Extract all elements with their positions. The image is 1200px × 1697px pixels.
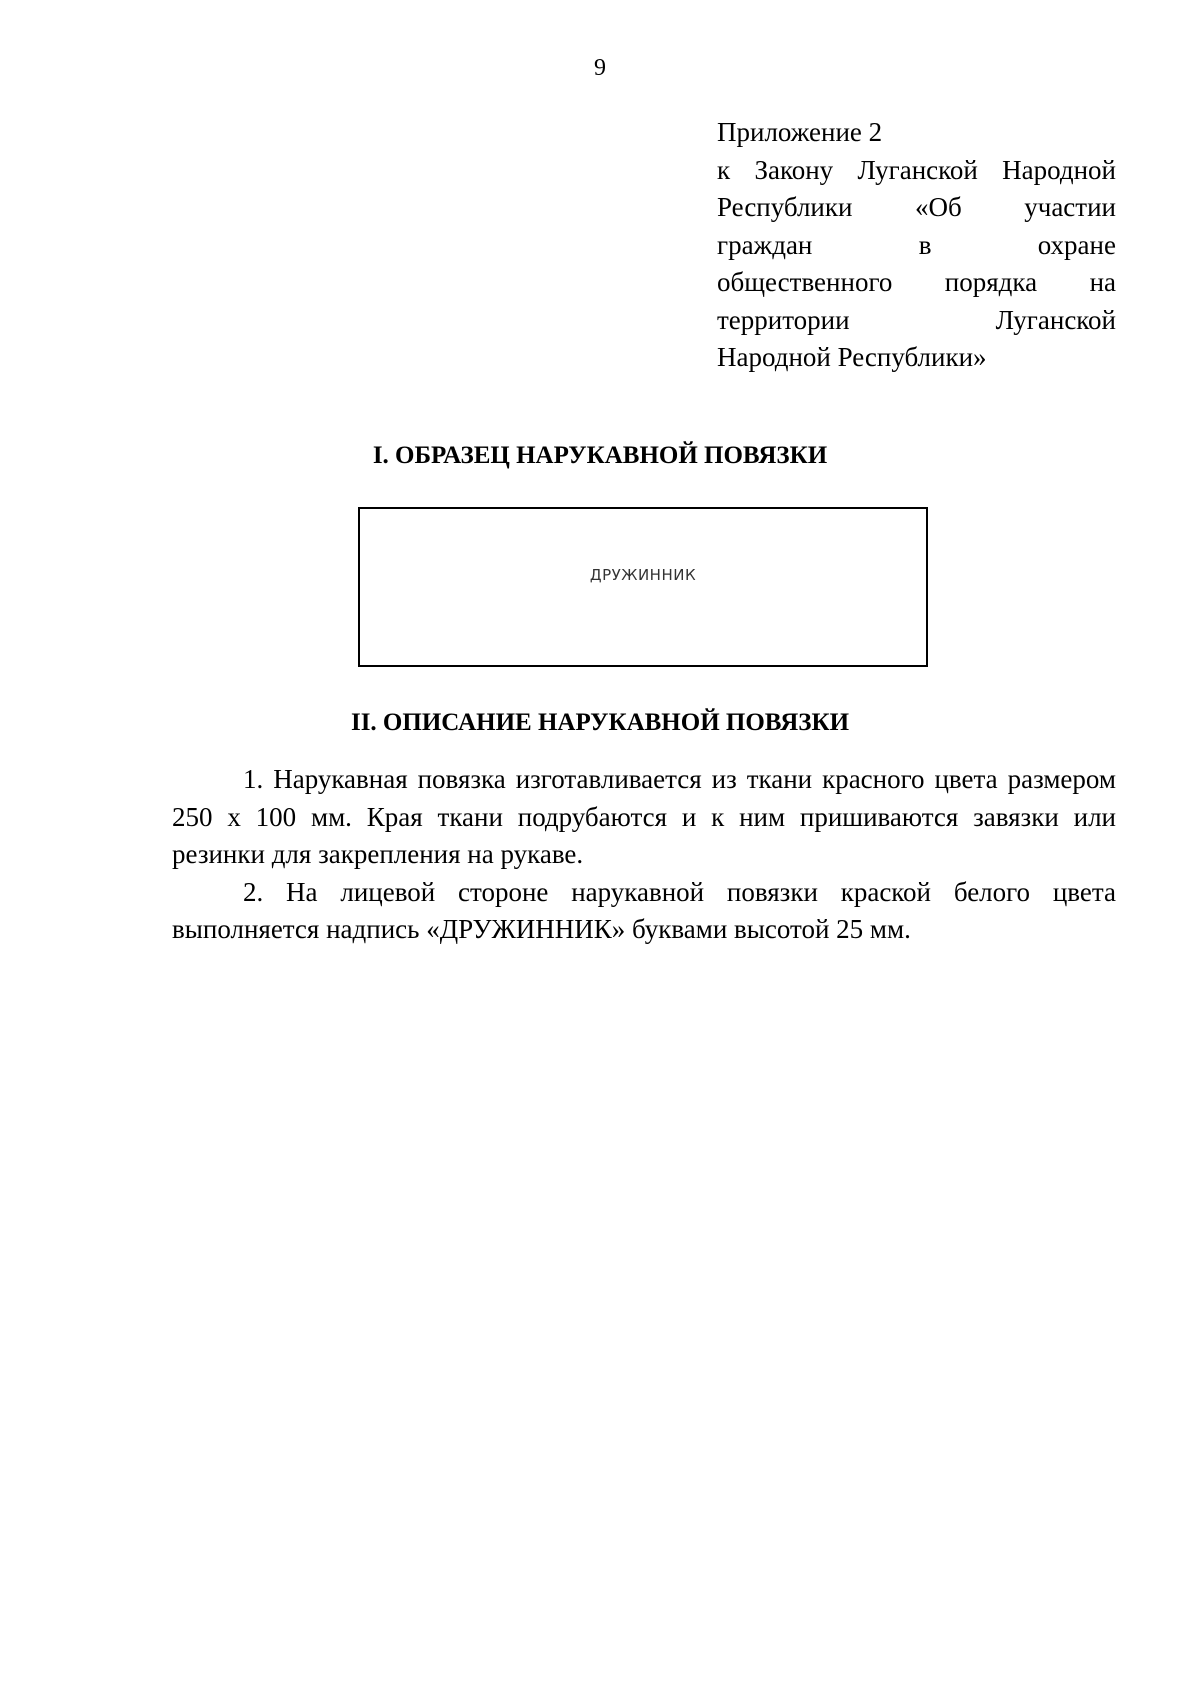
appendix-line-4 — [717, 227, 1116, 265]
appendix-title: Приложение 2 — [717, 117, 883, 147]
appendix-line-2 — [717, 152, 1116, 190]
appendix-word: к — [717, 154, 731, 185]
armband-sample-box — [358, 507, 928, 667]
appendix-word: территории — [717, 304, 850, 335]
appendix-word: в — [918, 229, 932, 260]
appendix-word: «Об — [914, 192, 962, 222]
appendix-line-6 — [717, 302, 1116, 340]
appendix-word: порядка — [944, 267, 1038, 297]
description-paragraph-1: 1. Нарукавная повязка изготавливается из ткани красного цвета размером 250 х 100 мм. Края ткани подрубаются и к ним пришиваются завязки или резинки для закрепления на рукаве. — [172, 764, 1116, 869]
appendix-word: Республики — [717, 192, 853, 222]
section-2-heading: II. ОПИСАНИЕ НАРУКАВНОЙ ПОВЯЗКИ — [350, 709, 850, 736]
appendix-word: граждан — [717, 229, 813, 260]
appendix-word: участии — [1024, 192, 1116, 222]
armband-description — [172, 761, 1116, 949]
appendix-word: общественного — [717, 267, 893, 297]
armband-label: ДРУЖИННИК — [589, 566, 697, 584]
appendix-line-7: Народной Республики» — [717, 342, 987, 372]
section-1-heading: I. ОБРАЗЕЦ НАРУКАВНОЙ ПОВЯЗКИ — [372, 442, 828, 469]
appendix-reference — [717, 114, 1116, 377]
page-number: 9 — [594, 55, 606, 81]
appendix-word: Луганской — [857, 154, 978, 185]
appendix-line-3 — [717, 189, 1116, 227]
appendix-word: на — [1089, 267, 1116, 297]
appendix-word: Народной — [1002, 154, 1116, 185]
appendix-line-5 — [717, 264, 1116, 302]
appendix-word: охране — [1037, 229, 1116, 260]
appendix-word: Луганской — [995, 304, 1116, 335]
appendix-word: Закону — [754, 154, 834, 185]
description-paragraph-2: 2. На лицевой стороне нарукавной повязки краской белого цвета выполняется надпись «ДРУЖИННИК» буквами высотой 25 мм. — [172, 876, 1116, 944]
